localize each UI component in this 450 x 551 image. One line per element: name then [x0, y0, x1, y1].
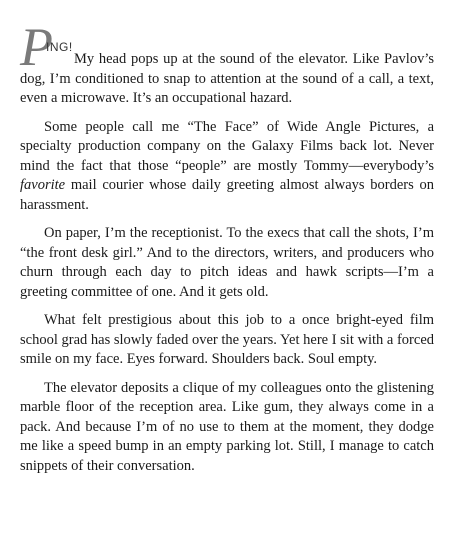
- paragraph-3: [20, 224, 434, 302]
- paragraph-4: [20, 311, 434, 370]
- opening-small-caps: ING!: [46, 40, 73, 54]
- paragraph-5: [20, 379, 434, 477]
- paragraph-2: [20, 118, 434, 216]
- paragraph-3-text: On paper, I’m the receptionist. To the execs that call the shots, I’m “the front desk girl.” And to the directors, writers, and producers who churn through each day to pitch ideas and hawk scripts—I’m a greeting committee of one. And it gets old.: [20, 225, 434, 300]
- paragraph-2-text-b: mail courier whose daily greeting almost always borders on harassment.: [20, 177, 434, 213]
- drop-cap: P: [20, 17, 53, 77]
- paragraph-1-text: My head pops up at the sound of the elevator. Like Pavlov’s dog, I’m conditioned to snap to attention at the sound of a call, a text, even a microwave. It’s an occupational hazard.: [20, 51, 434, 106]
- paragraph-2-text-a: Some people call me “The Face” of Wide Angle Pictures, a specialty production company on the Galaxy Films back lot. Never mind the fact that those “people” are mostly Tommy—everybody’s: [20, 118, 434, 174]
- chapter-opening: [20, 17, 434, 82]
- page-body: [20, 17, 434, 485]
- paragraph-4-text: What felt prestigious about this job to a once bright-eyed film school grad has slowly faded over the years. Yet here I sit with a forced smile on my face. Eyes forward. Shoulders back. Soul empty.: [20, 312, 434, 367]
- paragraph-5-text: The elevator deposits a clique of my colleagues onto the glistening marble floor of the reception area. Like gum, they always come in a pack. And because I’m of no use to them at the moment, they dodge me like a speed bump in an empty parking lot. Still, I manage to catch snippets of their conversation.: [20, 379, 434, 474]
- paragraph-2-emphasis: favorite: [20, 177, 66, 193]
